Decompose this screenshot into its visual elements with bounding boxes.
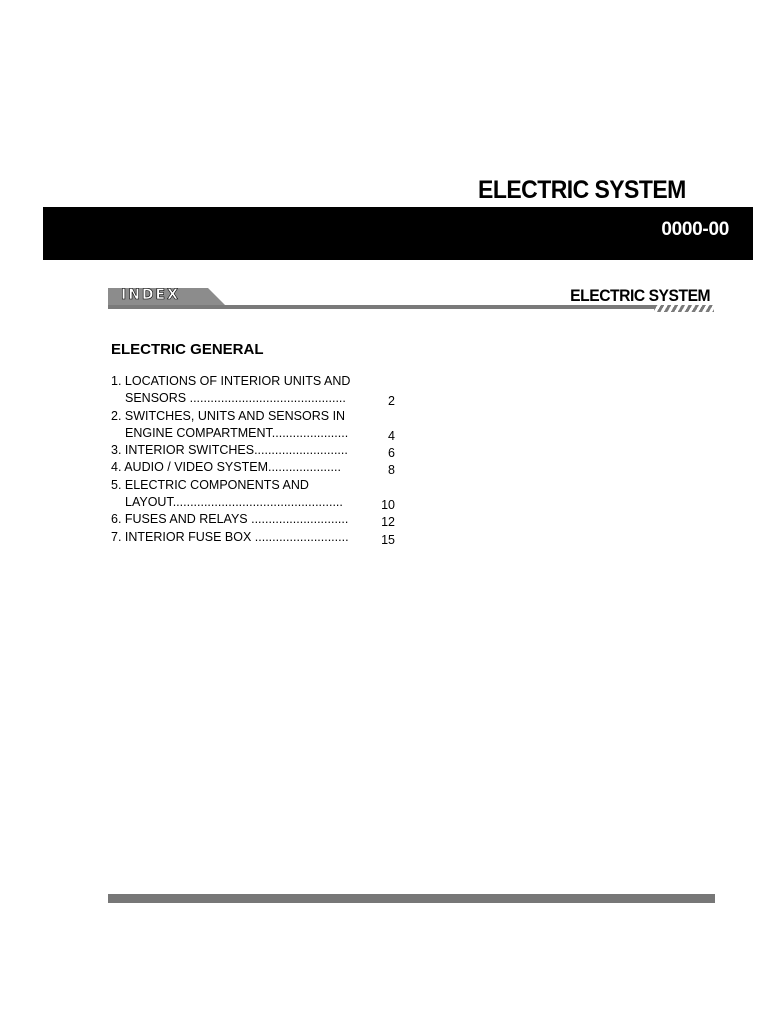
- toc-item-text: 3. INTERIOR SWITCHES...........................: [111, 443, 348, 458]
- table-of-contents: [111, 373, 401, 546]
- toc-item-page: 8: [388, 463, 395, 478]
- toc-item-page: 4: [388, 428, 395, 443]
- header-band: [43, 207, 753, 260]
- hatch-decoration: [654, 305, 714, 312]
- page-title: ELECTRIC SYSTEM: [478, 176, 686, 204]
- toc-item-text: 5. ELECTRIC COMPONENTS AND LAYOUT.................................................: [111, 477, 343, 510]
- toc-item[interactable]: [111, 529, 401, 546]
- toc-item-text: 1. LOCATIONS OF INTERIOR UNITS AND SENSORS .............................................: [111, 374, 351, 406]
- section-title: ELECTRIC SYSTEM: [570, 286, 710, 305]
- toc-item[interactable]: [111, 511, 401, 528]
- toc-item[interactable]: [111, 477, 401, 512]
- index-bar: [108, 286, 714, 312]
- toc-item-text: 7. INTERIOR FUSE BOX ...........................: [111, 529, 349, 544]
- section-code: 0000-00: [661, 219, 729, 240]
- toc-item-page: 15: [381, 532, 395, 547]
- toc-item-text: 6. FUSES AND RELAYS ............................: [111, 512, 349, 527]
- toc-item-page: 12: [381, 515, 395, 530]
- toc-item-text: 4. AUDIO / VIDEO SYSTEM.....................: [111, 460, 341, 475]
- toc-item-page: 6: [388, 446, 395, 461]
- toc-item[interactable]: [111, 373, 401, 408]
- toc-item[interactable]: [111, 442, 401, 459]
- bottom-rule: [108, 894, 715, 903]
- toc-item-text: 2. SWITCHES, UNITS AND SENSORS IN ENGINE COMPARTMENT......................: [111, 408, 349, 440]
- index-tab-label: INDEX: [121, 287, 180, 303]
- toc-item[interactable]: [111, 459, 401, 476]
- toc-item-page: 10: [381, 498, 395, 513]
- toc-item-page: 2: [388, 394, 395, 409]
- group-title: ELECTRIC GENERAL: [111, 341, 264, 358]
- toc-item[interactable]: [111, 408, 401, 443]
